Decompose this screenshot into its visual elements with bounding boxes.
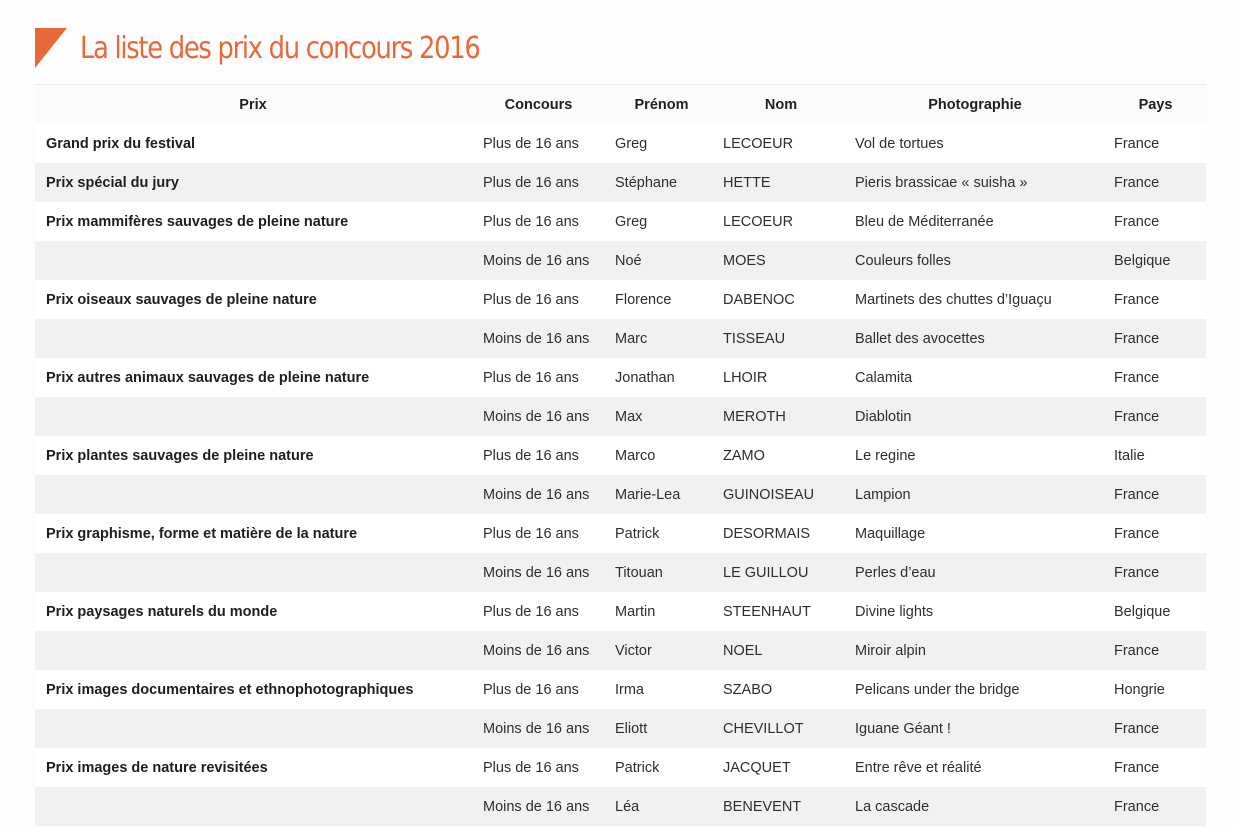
table-row — [35, 319, 1206, 358]
column-header-prenom: Prénom — [606, 85, 717, 125]
cell-prix — [35, 709, 471, 748]
cell-prix — [35, 319, 471, 358]
cell-concours: Moins de 16 ans — [471, 553, 606, 592]
cell-nom: BENEVENT — [717, 787, 845, 826]
cell-concours: Moins de 16 ans — [471, 397, 606, 436]
cell-prenom: Noé — [606, 241, 717, 280]
cell-photographie: Miroir alpin — [845, 631, 1105, 670]
cell-photographie: Vol de tortues — [845, 124, 1105, 163]
cell-nom: GUINOISEAU — [717, 475, 845, 514]
column-header-prix: Prix — [35, 85, 471, 125]
cell-pays: France — [1105, 709, 1206, 748]
cell-concours: Moins de 16 ans — [471, 475, 606, 514]
cell-pays: France — [1105, 163, 1206, 202]
cell-pays: France — [1105, 514, 1206, 553]
cell-pays: France — [1105, 280, 1206, 319]
cell-pays: France — [1105, 202, 1206, 241]
cell-prix: Prix mammifères sauvages de pleine nature — [35, 202, 471, 241]
cell-photographie: Ballet des avocettes — [845, 319, 1105, 358]
cell-prix: Prix oiseaux sauvages de pleine nature — [35, 280, 471, 319]
cell-concours: Moins de 16 ans — [471, 319, 606, 358]
cell-photographie: La cascade — [845, 787, 1105, 826]
cell-pays: France — [1105, 319, 1206, 358]
cell-photographie: Iguane Géant ! — [845, 709, 1105, 748]
cell-concours: Moins de 16 ans — [471, 709, 606, 748]
cell-prix — [35, 787, 471, 826]
cell-prenom: Irma — [606, 670, 717, 709]
cell-prenom: Patrick — [606, 514, 717, 553]
cell-concours: Plus de 16 ans — [471, 436, 606, 475]
cell-pays: France — [1105, 748, 1206, 787]
cell-nom: LE GUILLOU — [717, 553, 845, 592]
cell-photographie: Calamita — [845, 358, 1105, 397]
cell-prenom: Eliott — [606, 709, 717, 748]
cell-prenom: Jonathan — [606, 358, 717, 397]
cell-concours: Plus de 16 ans — [471, 124, 606, 163]
cell-photographie: Martinets des chuttes d’Iguaçu — [845, 280, 1105, 319]
table-row — [35, 163, 1206, 202]
cell-photographie: Diablotin — [845, 397, 1105, 436]
cell-prenom: Stéphane — [606, 163, 717, 202]
cell-prix: Prix paysages naturels du monde — [35, 592, 471, 631]
table-row — [35, 397, 1206, 436]
cell-photographie: Divine lights — [845, 592, 1105, 631]
cell-pays: France — [1105, 124, 1206, 163]
cell-prenom: Marco — [606, 436, 717, 475]
cell-nom: NOEL — [717, 631, 845, 670]
table-row — [35, 709, 1206, 748]
table-header — [35, 85, 1206, 125]
cell-concours: Moins de 16 ans — [471, 787, 606, 826]
cell-concours: Plus de 16 ans — [471, 163, 606, 202]
page-title: La liste des prix du concours 2016 — [80, 30, 480, 66]
cell-pays: France — [1105, 553, 1206, 592]
table-row — [35, 358, 1206, 397]
cell-prix — [35, 475, 471, 514]
cell-pays: Belgique — [1105, 592, 1206, 631]
cell-concours: Plus de 16 ans — [471, 670, 606, 709]
table-row — [35, 631, 1206, 670]
cell-concours: Moins de 16 ans — [471, 241, 606, 280]
cell-prenom: Titouan — [606, 553, 717, 592]
cell-pays: France — [1105, 475, 1206, 514]
cell-nom: DESORMAIS — [717, 514, 845, 553]
title-triangle-icon — [35, 28, 67, 68]
cell-prenom: Greg — [606, 202, 717, 241]
cell-photographie: Perles d’eau — [845, 553, 1105, 592]
table-body — [35, 124, 1206, 826]
cell-photographie: Couleurs folles — [845, 241, 1105, 280]
cell-pays: Belgique — [1105, 241, 1206, 280]
cell-concours: Plus de 16 ans — [471, 358, 606, 397]
table-row — [35, 787, 1206, 826]
cell-nom: TISSEAU — [717, 319, 845, 358]
cell-nom: SZABO — [717, 670, 845, 709]
cell-prenom: Florence — [606, 280, 717, 319]
cell-photographie: Pieris brassicae « suisha » — [845, 163, 1105, 202]
cell-nom: LHOIR — [717, 358, 845, 397]
cell-nom: MEROTH — [717, 397, 845, 436]
cell-photographie: Pelicans under the bridge — [845, 670, 1105, 709]
cell-prix: Prix plantes sauvages de pleine nature — [35, 436, 471, 475]
cell-nom: JACQUET — [717, 748, 845, 787]
cell-pays: France — [1105, 397, 1206, 436]
cell-prix: Grand prix du festival — [35, 124, 471, 163]
cell-prix — [35, 397, 471, 436]
prize-table — [35, 84, 1206, 826]
table-row — [35, 475, 1206, 514]
table-row — [35, 124, 1206, 163]
table-row — [35, 436, 1206, 475]
cell-concours: Plus de 16 ans — [471, 280, 606, 319]
cell-prix — [35, 241, 471, 280]
cell-prix: Prix autres animaux sauvages de pleine nature — [35, 358, 471, 397]
cell-prenom: Martin — [606, 592, 717, 631]
cell-nom: CHEVILLOT — [717, 709, 845, 748]
cell-nom: LECOEUR — [717, 124, 845, 163]
cell-photographie: Maquillage — [845, 514, 1105, 553]
cell-nom: STEENHAUT — [717, 592, 845, 631]
cell-prenom: Greg — [606, 124, 717, 163]
cell-pays: France — [1105, 631, 1206, 670]
column-header-concours: Concours — [471, 85, 606, 125]
table-row — [35, 514, 1206, 553]
cell-pays: Hongrie — [1105, 670, 1206, 709]
cell-nom: LECOEUR — [717, 202, 845, 241]
cell-pays: France — [1105, 787, 1206, 826]
cell-prix: Prix images documentaires et ethnophotographiques — [35, 670, 471, 709]
cell-concours: Plus de 16 ans — [471, 202, 606, 241]
page-header — [35, 27, 545, 69]
cell-prix: Prix spécial du jury — [35, 163, 471, 202]
column-header-photographie: Photographie — [845, 85, 1105, 125]
cell-photographie: Entre rêve et réalité — [845, 748, 1105, 787]
cell-photographie: Le regine — [845, 436, 1105, 475]
cell-prenom: Marie-Lea — [606, 475, 717, 514]
cell-prenom: Marc — [606, 319, 717, 358]
cell-photographie: Bleu de Méditerranée — [845, 202, 1105, 241]
cell-prenom: Victor — [606, 631, 717, 670]
cell-prix: Prix graphisme, forme et matière de la nature — [35, 514, 471, 553]
cell-prix: Prix images de nature revisitées — [35, 748, 471, 787]
cell-nom: ZAMO — [717, 436, 845, 475]
cell-prix — [35, 631, 471, 670]
cell-prenom: Max — [606, 397, 717, 436]
cell-photographie: Lampion — [845, 475, 1105, 514]
table-row — [35, 241, 1206, 280]
cell-pays: France — [1105, 358, 1206, 397]
table-header-row — [35, 85, 1206, 125]
table-row — [35, 748, 1206, 787]
cell-concours: Plus de 16 ans — [471, 514, 606, 553]
table-row — [35, 202, 1206, 241]
cell-concours: Plus de 16 ans — [471, 592, 606, 631]
table-row — [35, 592, 1206, 631]
cell-prenom: Léa — [606, 787, 717, 826]
table-row — [35, 280, 1206, 319]
cell-concours: Moins de 16 ans — [471, 631, 606, 670]
table-row — [35, 670, 1206, 709]
cell-prix — [35, 553, 471, 592]
cell-nom: HETTE — [717, 163, 845, 202]
cell-pays: Italie — [1105, 436, 1206, 475]
cell-nom: DABENOC — [717, 280, 845, 319]
cell-nom: MOES — [717, 241, 845, 280]
column-header-nom: Nom — [717, 85, 845, 125]
column-header-pays: Pays — [1105, 85, 1206, 125]
table-row — [35, 553, 1206, 592]
cell-concours: Plus de 16 ans — [471, 748, 606, 787]
cell-prenom: Patrick — [606, 748, 717, 787]
